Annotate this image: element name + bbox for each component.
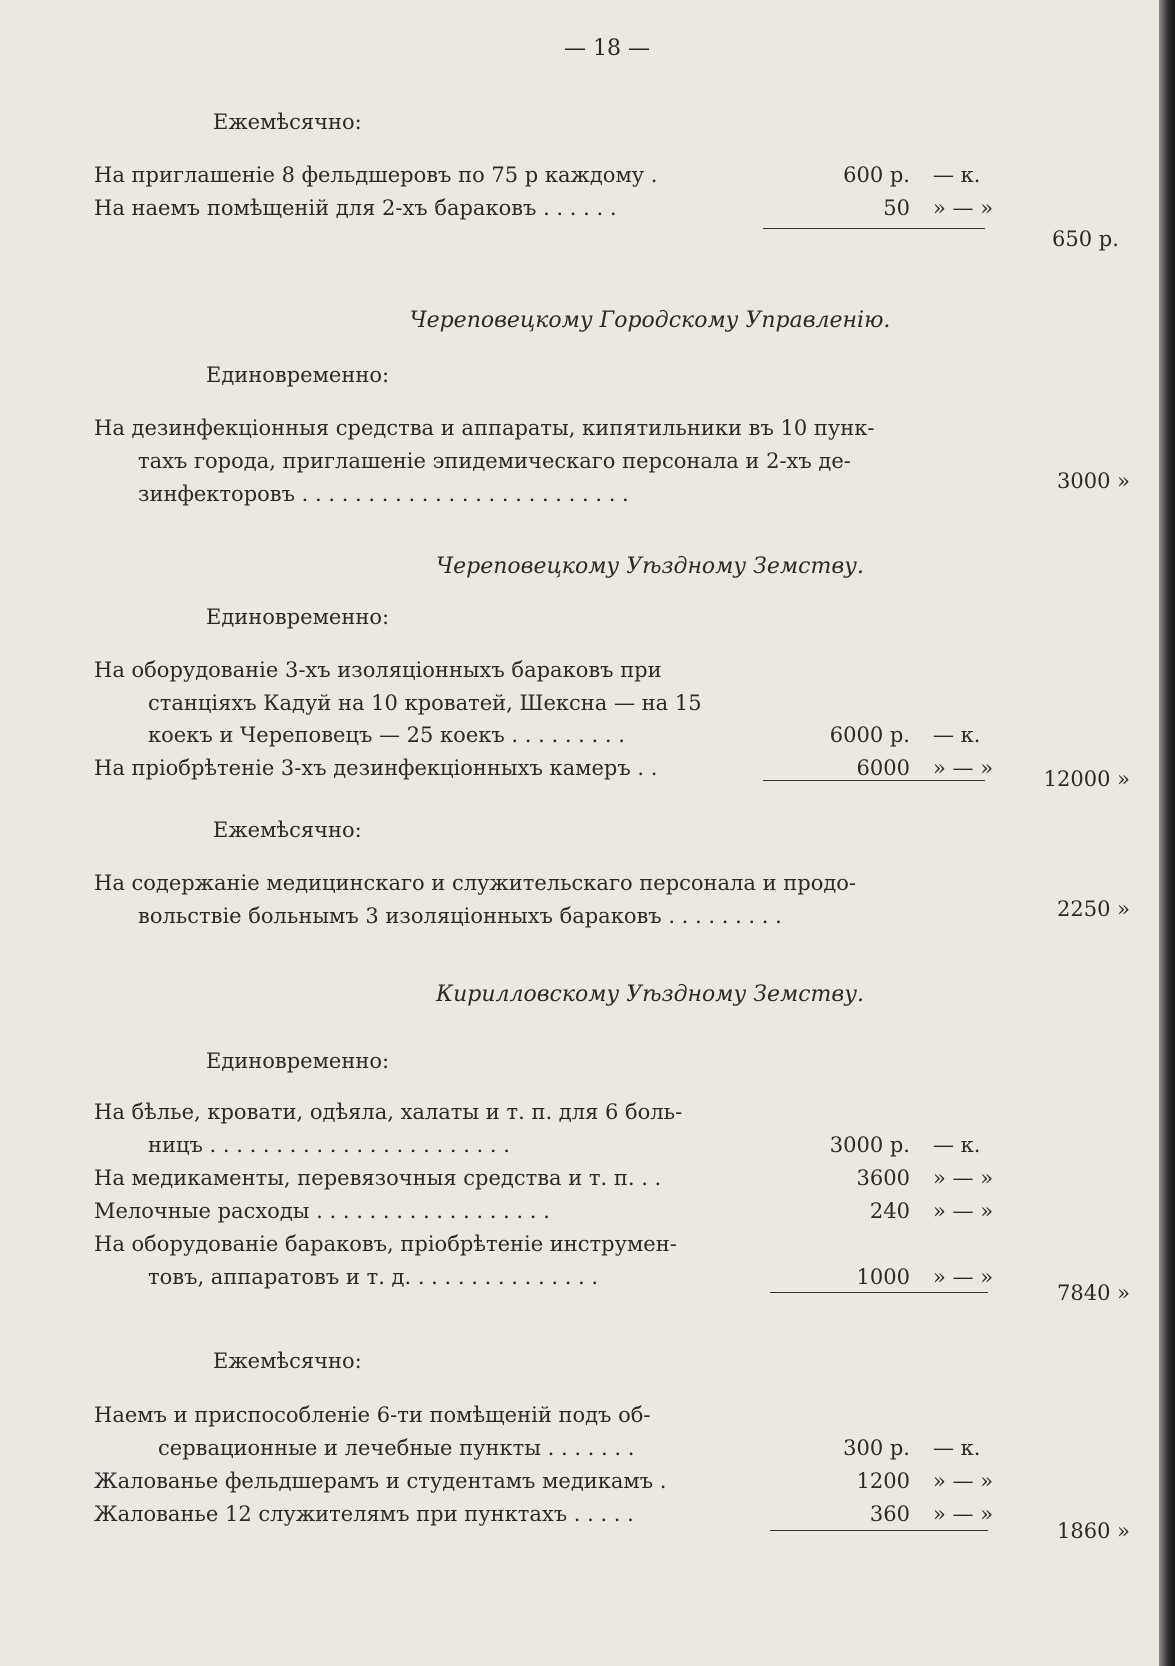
- amount-unit: » — »: [933, 196, 994, 220]
- amount-unit: » — »: [933, 1199, 994, 1223]
- amount: 240: [869, 1199, 910, 1223]
- sum-rule: [763, 780, 985, 781]
- sum-rule: [770, 1292, 988, 1293]
- line-item: сервационные и лечебные пункты . . . . . . .: [158, 1436, 635, 1460]
- amount-unit: » — »: [933, 756, 994, 780]
- line-item: Мелочные расходы . . . . . . . . . . . . . . . . . .: [94, 1199, 550, 1223]
- line-item: На дезинфекціонныя средства и аппараты, кипятильники въ 10 пунк-: [94, 416, 875, 440]
- page-number: — 18 —: [564, 36, 650, 61]
- amount: 300 р.: [843, 1436, 910, 1460]
- period-label: Ежемѣсячно:: [213, 110, 362, 134]
- sum-rule: [770, 1530, 988, 1531]
- line-item: На содержаніе медицинскаго и служительскаго персонала и продо-: [94, 871, 857, 895]
- block-total: 3000 »: [1057, 469, 1130, 493]
- line-item: На медикаменты, перевязочныя средства и т. п. . .: [94, 1166, 662, 1190]
- line-item: На оборудованіе бараковъ, пріобрѣтеніе инструмен-: [94, 1232, 677, 1256]
- period-label: Ежемѣсячно:: [213, 1349, 362, 1373]
- line-item: На наемъ помѣщеній для 2-хъ бараковъ . . . . . .: [94, 196, 617, 220]
- amount: 6000: [856, 756, 910, 780]
- section-heading: Череповецкому Городскому Управленію.: [409, 308, 891, 333]
- period-label: Ежемѣсячно:: [213, 818, 362, 842]
- amount: 600 р.: [843, 163, 910, 187]
- block-total: 1860 »: [1057, 1519, 1130, 1543]
- line-item: Жалованье фельдшерамъ и студентамъ медикамъ .: [94, 1469, 667, 1493]
- block-total: 650 р.: [1052, 227, 1119, 251]
- amount: 1000: [856, 1265, 910, 1289]
- page-binding-edge: [1159, 0, 1175, 1666]
- line-item: зинфекторовъ . . . . . . . . . . . . . . . . . . . . . . . . .: [138, 482, 629, 506]
- section-heading: Череповецкому Уѣздному Земству.: [436, 554, 864, 579]
- line-item: На бѣлье, кровати, одѣяла, халаты и т. п. для 6 боль-: [94, 1100, 683, 1124]
- amount: 50: [883, 196, 910, 220]
- line-item: На пріобрѣтеніе 3-хъ дезинфекціонныхъ камеръ . .: [94, 756, 658, 780]
- amount-unit: » — »: [933, 1166, 994, 1190]
- period-label: Единовременно:: [206, 605, 390, 629]
- amount: 3000 р.: [829, 1133, 910, 1157]
- sum-rule: [763, 228, 985, 229]
- line-item: станціяхъ Кадуй на 10 кроватей, Шексна — на 15: [148, 691, 702, 715]
- amount-unit: — к.: [933, 163, 981, 187]
- block-total: 2250 »: [1057, 897, 1130, 921]
- amount-unit: — к.: [933, 723, 981, 747]
- amount-unit: — к.: [933, 1133, 981, 1157]
- line-item: ницъ . . . . . . . . . . . . . . . . . . . . . . .: [148, 1133, 510, 1157]
- amount: 360: [869, 1502, 910, 1526]
- amount-unit: — к.: [933, 1436, 981, 1460]
- amount-unit: » — »: [933, 1265, 994, 1289]
- line-item: На оборудованіе 3-хъ изоляціонныхъ бараковъ при: [94, 658, 662, 682]
- section-heading: Кирилловскому Уѣздному Земству.: [436, 982, 864, 1007]
- line-item: коекъ и Череповецъ — 25 коекъ . . . . . . . . .: [148, 723, 625, 747]
- amount: 6000 р.: [829, 723, 910, 747]
- amount-unit: » — »: [933, 1469, 994, 1493]
- line-item: тахъ города, приглашеніе эпидемическаго персонала и 2-хъ де-: [138, 449, 851, 473]
- amount: 1200: [856, 1469, 910, 1493]
- amount-unit: » — »: [933, 1502, 994, 1526]
- line-item: Наемъ и приспособленіе 6-ти помѣщеній подъ об-: [94, 1403, 651, 1427]
- line-item: товъ, аппаратовъ и т. д. . . . . . . . . . . . . . .: [148, 1265, 599, 1289]
- block-total: 7840 »: [1057, 1281, 1130, 1305]
- period-label: Единовременно:: [206, 363, 390, 387]
- period-label: Единовременно:: [206, 1049, 390, 1073]
- line-item: вольствіе больнымъ 3 изоляціонныхъ бараковъ . . . . . . . . .: [138, 904, 782, 928]
- amount: 3600: [856, 1166, 910, 1190]
- line-item: Жалованье 12 служителямъ при пунктахъ . . . . .: [94, 1502, 634, 1526]
- line-item: На приглашеніе 8 фельдшеровъ по 75 р каждому .: [94, 163, 658, 187]
- block-total: 12000 »: [1043, 767, 1130, 791]
